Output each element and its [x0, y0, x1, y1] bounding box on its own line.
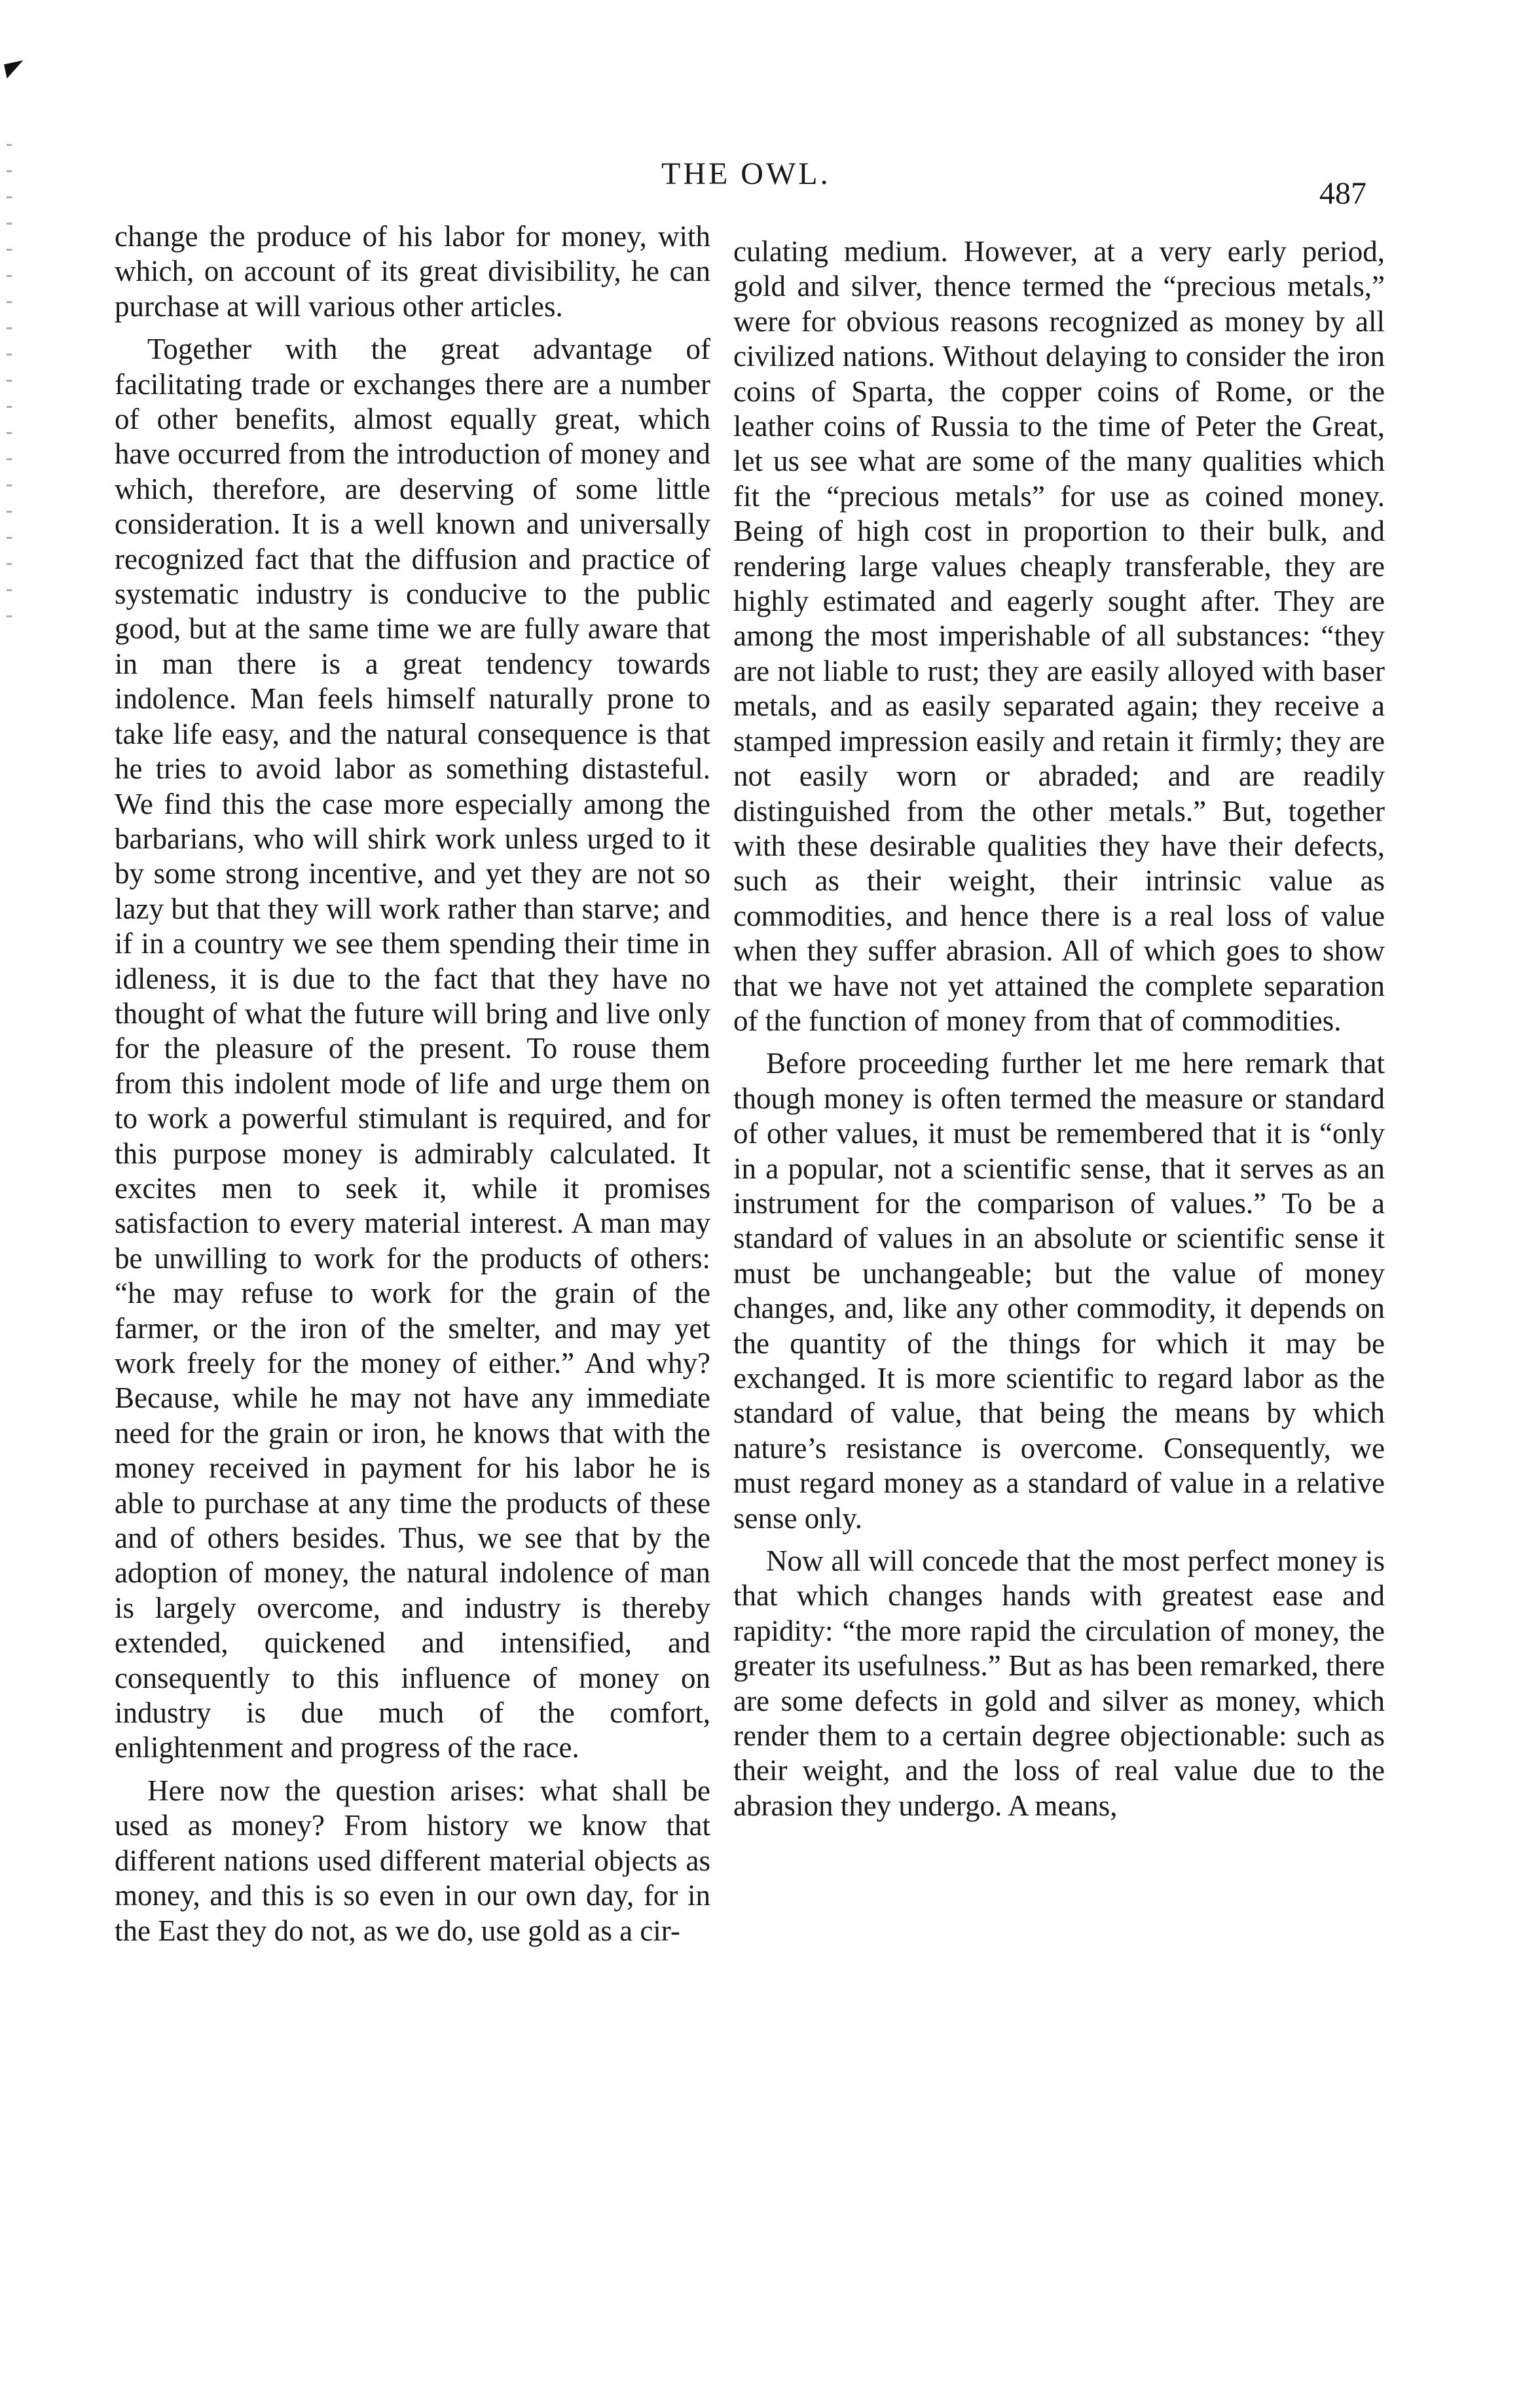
paragraph: Here now the question arises: what shall be used as money? From history we know that different nations used different material objects as money, and this is so even in our own day, for in the East they do not, as we do, use gold as a cir- — [115, 1774, 710, 1947]
paragraph: Before proceeding further let me here remark that though money is often termed the measure or standard of other values, it must be remembered that it is “only in a popular, not a scientific sense, that it serves as an instrument for the comparison of values.” To be a standard of values in an absolute or scientific sense it must be unchangeable; but the value of money changes, and, like any other commodity, it depends on the quantity of the things for which it may be exchanged. It is more scientific to regard labor as the standard of value, that being the means by which nature’s resistance is overcome. Consequently, we must regard money as a standard of value in a relative sense only. — [733, 1047, 1385, 1535]
paragraph: Together with the great advantage of facilitating trade or exchanges there are a number of other benefits, almost equally great, which have occurred from the introduction of money and which, therefore, are deserving of some little consideration. It is a well known and universally recognized fact that the diffusion and practice of systematic industry is conducive to the public good, but at the same time we are fully aware that in man there is a great tendency towards indolence. Man feels himself naturally prone to take life easy, and the natural consequence is that he tries to avoid labor as something distasteful. We find this the case more especially among the barbarians, who will shirk work unless urged to it by some strong incentive, and yet they are not so lazy but that they will work rather than starve; and if in a country we see them spending their time in idleness, it is due to the fact that they have no thought of what the future will bring and live only for the pleasure of the present. To rouse them from this indolent mode of life and urge them on to work a powerful stimulant is required, and for this purpose money is admirably calculated. It excites men to seek it, while it promises satisfaction to every material interest. A man may be unwilling to work for the products of others: “he may refuse to work for the grain of the farmer, or the iron of the smelter, and may yet work freely for the money of either.” And why? Because, while he may not have any immediate need for the grain or iron, he knows that with the money received in payment for his labor he is able to purchase at any time the products of these and of others besides. Thus, we see that by the adoption of money, the natural indolence of man is largely overcome, and industry is thereby extended, quickened and intensified, and consequently to this influence of money on industry is due much of the comfort, enlightenment and progress of the race. — [115, 333, 710, 1764]
margin-dots — [7, 144, 12, 642]
right-column — [733, 234, 1385, 1823]
margin-mark — [4, 60, 26, 79]
left-column — [115, 219, 710, 1948]
paragraph: Now all will concede that the most perfect money is that which changes hands with greatest ease and rapidity: “the more rapid the circulation of money, the greater its usefulness.” But as has been remarked, there are some defects in gold and silver as money, which render them to a certain degree objectionable: such as their weight, and the loss of real value due to the abrasion they undergo. A means, — [733, 1544, 1385, 1822]
running-header-title: THE OWL. — [661, 156, 831, 191]
page-number: 487 — [1319, 176, 1366, 211]
paragraph: culating medium. However, at a very early period, gold and silver, thence termed the “precious metals,” were for obvious reasons recognized as money by all civilized nations. Without delaying to consider the iron coins of Sparta, the copper coins of Rome, or the leather coins of Russia to the time of Peter the Great, let us see what are some of the many qualities which fit the “precious metals” for use as coined money. Being of high cost in proportion to their bulk, and rendering large values cheaply transferable, they are highly estimated and eagerly sought after. They are among the most imperishable of all substances: “they are not liable to rust; they are easily alloyed with baser metals, and as easily separated again; they receive a stamped impression easily and retain it firmly; they are not easily worn or abraded; and are readily distinguished from the other metals.” But, together with these desirable qualities they have their defects, such as their weight, their intrinsic value as commodities, and hence there is a real loss of value when they suffer abrasion. All of which goes to show that we have not yet attained the complete separation of the function of money from that of commodities. — [733, 235, 1385, 1037]
paragraph: change the produce of his labor for money, with which, on account of its great divisibility, he can purchase at will various other articles. — [115, 220, 710, 323]
